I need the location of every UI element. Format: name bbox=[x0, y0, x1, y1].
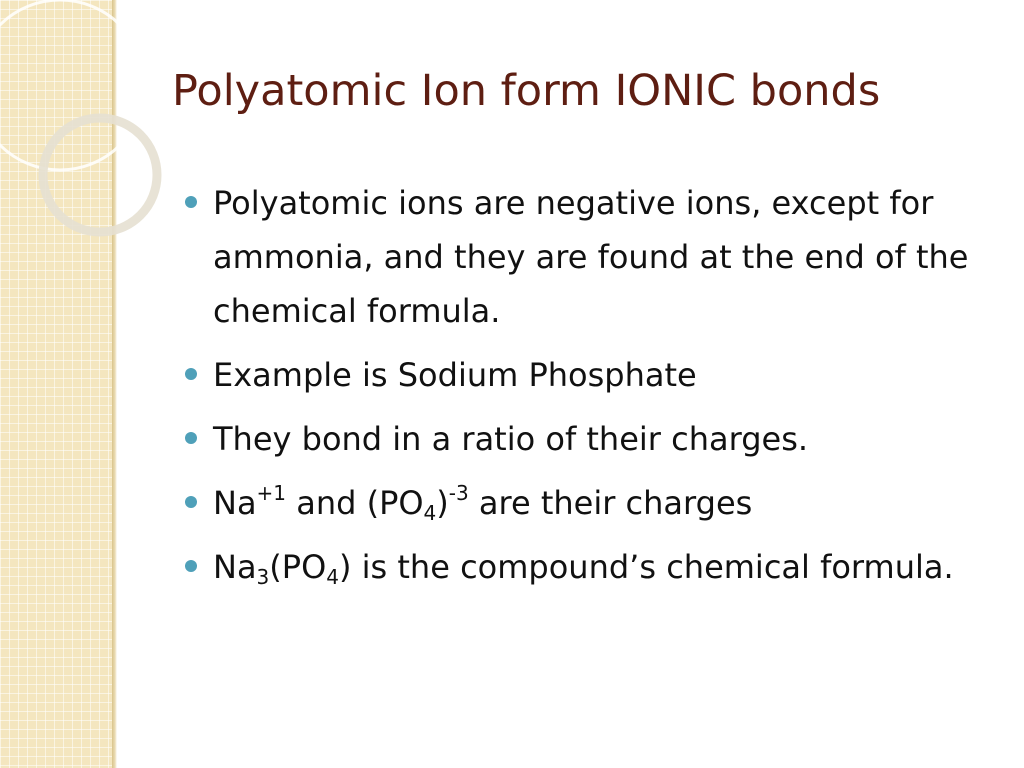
bullet-item-formula bbox=[185, 540, 985, 594]
bullet-marker-icon bbox=[185, 496, 197, 508]
bullet-marker-icon bbox=[185, 560, 197, 572]
slide-title: Polyatomic Ion form IONIC bonds bbox=[172, 66, 881, 116]
bullet-text-part: ) bbox=[436, 484, 449, 522]
bullet-text-part: ) is the compound’s chemical formula. bbox=[338, 548, 954, 586]
bullet-item bbox=[185, 348, 985, 402]
phosphate-oxygen-subscript: 4 bbox=[326, 565, 339, 589]
phosphate-charge-superscript: -3 bbox=[448, 481, 469, 505]
bullet-list bbox=[185, 176, 985, 604]
sodium-charge-superscript: +1 bbox=[256, 481, 287, 505]
bullet-text: Polyatomic ions are negative ions, except for ammonia, and they are found at the end of the chemical formula. bbox=[213, 184, 969, 330]
bullet-marker-icon bbox=[185, 432, 197, 444]
bullet-item bbox=[185, 176, 985, 338]
decorative-ring-small bbox=[43, 118, 157, 232]
phosphate-oxygen-subscript: 4 bbox=[423, 501, 437, 525]
decorative-ring-large bbox=[0, 0, 145, 170]
sodium-count-subscript: 3 bbox=[256, 565, 270, 589]
bullet-text: Example is Sodium Phosphate bbox=[213, 356, 697, 394]
bullet-text-part: Na bbox=[213, 548, 257, 586]
bullet-item-charges bbox=[185, 476, 985, 530]
bullet-text-part: Na bbox=[213, 484, 257, 522]
bullet-marker-icon bbox=[185, 196, 197, 208]
bullet-item bbox=[185, 412, 985, 466]
bullet-text-part: (PO bbox=[269, 548, 327, 586]
bullet-text: They bond in a ratio of their charges. bbox=[213, 420, 809, 458]
bullet-marker-icon bbox=[185, 368, 197, 380]
bullet-text-part: and (PO bbox=[286, 484, 424, 522]
bullet-text-part: are their charges bbox=[468, 484, 753, 522]
decorative-rings bbox=[0, 0, 200, 260]
